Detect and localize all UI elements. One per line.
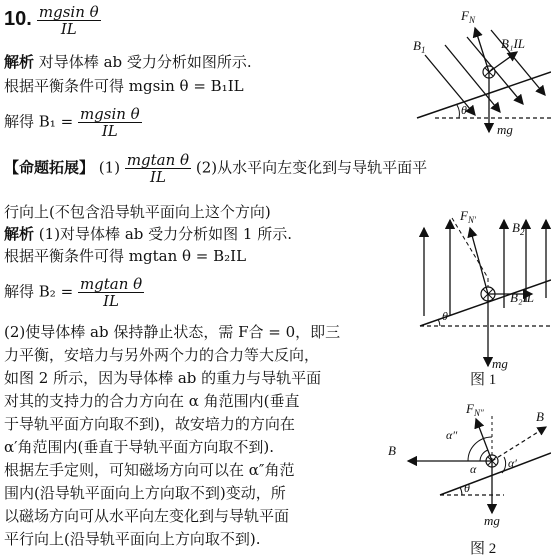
analysis2-frac-den: IL (103, 292, 120, 310)
extension-frac-num: mgtan θ (126, 151, 190, 169)
b-left-label: B (388, 443, 396, 458)
normal-force-arrow (476, 419, 492, 461)
analysis1-solve-prefix: 解得 B₁ = (4, 112, 74, 131)
para-line: α′角范围内(垂直于导轨平面方向取不到). (4, 438, 275, 456)
extension-label: 【命题拓展】 (4, 158, 95, 177)
answer-number: 10. (4, 8, 32, 30)
analysis2-label: 解析 (4, 225, 35, 243)
analysis1-frac-num: mgsin θ (79, 105, 140, 123)
theta-label: θ (464, 481, 470, 495)
mg-label: mg (492, 356, 508, 371)
para-line: 于导轨平面方向取不到)，故安培力的方向在 (4, 415, 295, 433)
force-diagram-2 (384, 393, 551, 559)
b-right-label: B (536, 409, 544, 424)
force-diagram-top (405, 0, 551, 140)
b1il-label: B₁IL (501, 36, 526, 51)
b-right-arrow (492, 427, 546, 461)
figure-caption: 图 2 (470, 541, 497, 557)
para-line: 以磁场方向可从水平向左变化到与导轨平面 (4, 507, 290, 525)
force-diagram-1 (412, 198, 551, 388)
alpha1-label: α′ (508, 456, 517, 470)
para-line: 平行向上(沿导轨平面向上方向取不到). (4, 530, 261, 548)
para-line: 如图 2 所示，因为导体棒 ab 的重力与导轨平面 (4, 369, 322, 387)
analysis1-text1: 对导体棒 ab 受力分析如图所示. (38, 53, 252, 71)
analysis2-line1 (4, 224, 292, 244)
analysis1-label: 解析 (4, 53, 35, 71)
extension-part1: (1) (98, 158, 121, 177)
analysis2-fraction (78, 276, 144, 309)
field-line (445, 45, 500, 112)
ampere-force-arrow (489, 52, 517, 72)
analysis2-frac-num: mgtan θ (79, 275, 143, 293)
answer-frac-num: mgsin θ (38, 3, 99, 21)
fn-label: $F_N$ (461, 8, 475, 25)
extension-frac-den: IL (150, 168, 166, 186)
analysis1-frac-den: IL (101, 122, 118, 140)
theta-arc (460, 487, 462, 495)
analysis1-fraction (78, 106, 142, 139)
theta-label: θ (461, 103, 467, 117)
para-line: 围内(沿导轨平面向上方向取不到)变动，所 (4, 484, 286, 502)
analysis2-line2: 根据平衡条件可得 mgtan θ = B₂IL (4, 247, 247, 265)
mg-label: mg (497, 122, 513, 137)
figure-caption: 图 1 (470, 372, 497, 388)
theta-arc (438, 319, 440, 326)
analysis1-line1 (4, 52, 252, 72)
para-line: (2)使导体棒 ab 保持静止状态，需 F合 = 0，即三 (4, 323, 341, 341)
analysis1-line2: 根据平衡条件可得 mgsin θ = B₁IL (4, 77, 244, 95)
b2il-label: B₂IL (510, 290, 535, 305)
b2-label: $B_2$ (512, 220, 525, 237)
b1-label: $B_1$ (413, 38, 426, 55)
analysis2-text1: (1)对导体棒 ab 受力分析如图 1 所示. (38, 225, 292, 243)
answer-frac-den: IL (60, 20, 77, 38)
extension-fraction (125, 152, 191, 185)
extension-line1 (4, 152, 427, 185)
fn-label: $F_{N''}$ (466, 401, 484, 418)
extension-part2: (2)从水平向左变化到与导轨平面平 (195, 158, 428, 177)
answer-header (4, 4, 101, 37)
fn-label: $F_{N'}$ (460, 208, 476, 225)
answer-fraction (37, 4, 101, 37)
alpha2-label: α″ (446, 428, 458, 442)
normal-force-arrow (470, 228, 488, 294)
extension-line2: 行向上(不包含沿导轨平面向上这个方向) (4, 203, 271, 221)
analysis2-solve (4, 276, 144, 309)
analysis2-solve-prefix: 解得 B₂ = (4, 282, 74, 301)
alpha-label: α (470, 462, 477, 476)
para-line: 力平衡，安培力与另外两个力的合力等大反向， (4, 346, 320, 364)
para-line: 对其的支持力的合力方向在 α 角范围内(垂直 (4, 392, 300, 410)
theta-label: θ (442, 309, 448, 323)
para-line: 根据左手定则，可知磁场方向可以在 α″角范 (4, 461, 295, 479)
dashed-helper (452, 218, 488, 278)
mg-label: mg (484, 513, 500, 528)
analysis1-solve (4, 106, 142, 139)
theta-arc (457, 105, 459, 118)
